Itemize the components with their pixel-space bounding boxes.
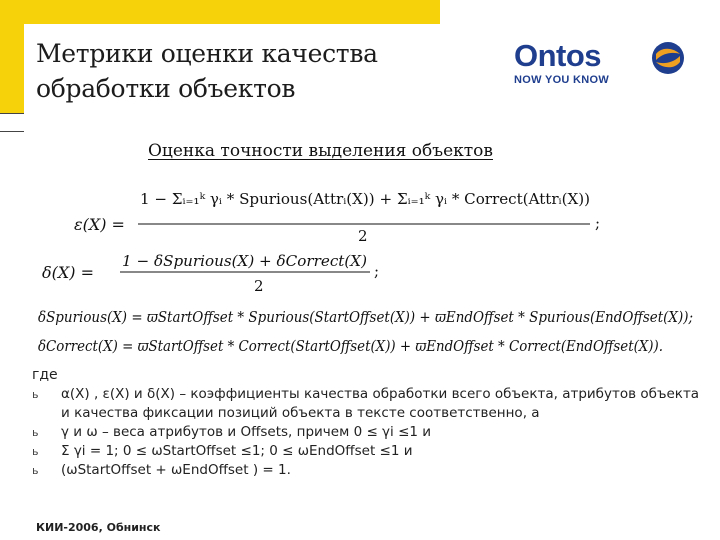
bullet-glyph: ь [32,445,39,458]
epsilon-numerator: 1 − Σᵢ₌₁ᵏ γᵢ * Spurious(Attrᵢ(X)) + Σᵢ₌₁ᵏ γᵢ * Correct(Attrᵢ(X)) [140,190,590,208]
logo-name: Ontos [514,38,602,73]
header-rule-top [0,113,24,114]
svg-text:;: ; [374,262,380,280]
list-item [32,442,702,461]
delta-formula [42,252,379,295]
header-accent-bar [0,0,440,24]
bullet-glyph: ь [32,426,39,439]
delta-lhs: δ(X) = [42,263,94,282]
where-label: где [32,367,58,383]
epsilon-lhs: ε(X) = [74,215,125,234]
definitions-list [32,385,702,480]
epsilon-denominator: 2 [358,227,368,245]
delta-numerator: 1 − δSpurious(X) + δCorrect(X) [122,252,368,270]
list-item [32,385,702,423]
list-item-text: α(X) , ε(X) и δ(X) – коэффициенты качества обработки всего объекта, атрибутов объекта и качества фиксации позиций объекта в тексте соответственно, а [61,386,700,421]
logo-tagline: NOW YOU KNOW [514,74,610,86]
page-title-line-1: Метрики оценки качества [36,39,378,68]
epsilon-formula [74,190,600,245]
page-title [36,36,436,106]
header-rule-bottom [0,131,24,132]
page-title-line-2: обработки объектов [36,74,296,103]
list-item [32,423,702,442]
ontos-logo [508,36,688,96]
bullet-glyph: ь [32,464,39,477]
correct-formula: δCorrect(X) = ϖStartOffset * Correct(StartOffset(X)) + ϖEndOffset * Correct(EndOffset(X)). [38,337,663,355]
section-subtitle: Оценка точности выделения объектов [148,141,493,161]
list-item-text: (ωStartOffset + ωEndOffset ) = 1. [61,462,291,478]
delta-denominator: 2 [254,277,264,295]
footer-caption: КИИ-2006, Обнинск [36,521,161,534]
list-item-text: γ и ω – веса атрибутов и Offsets, причем 0 ≤ γi ≤1 и [61,424,432,440]
svg-text:;: ; [595,214,601,232]
list-item-text: Σ γi = 1; 0 ≤ ωStartOffset ≤1; 0 ≤ ωEndOffset ≤1 и [61,443,413,459]
formula-block [30,170,700,360]
bullet-glyph: ь [32,388,39,401]
spurious-formula: δSpurious(X) = ϖStartOffset * Spurious(StartOffset(X)) + ϖEndOffset * Spurious(EndOffset(X)); [38,308,693,326]
header-accent-side [0,24,24,114]
ontos-swirl-icon [650,40,686,76]
list-item [32,461,702,480]
